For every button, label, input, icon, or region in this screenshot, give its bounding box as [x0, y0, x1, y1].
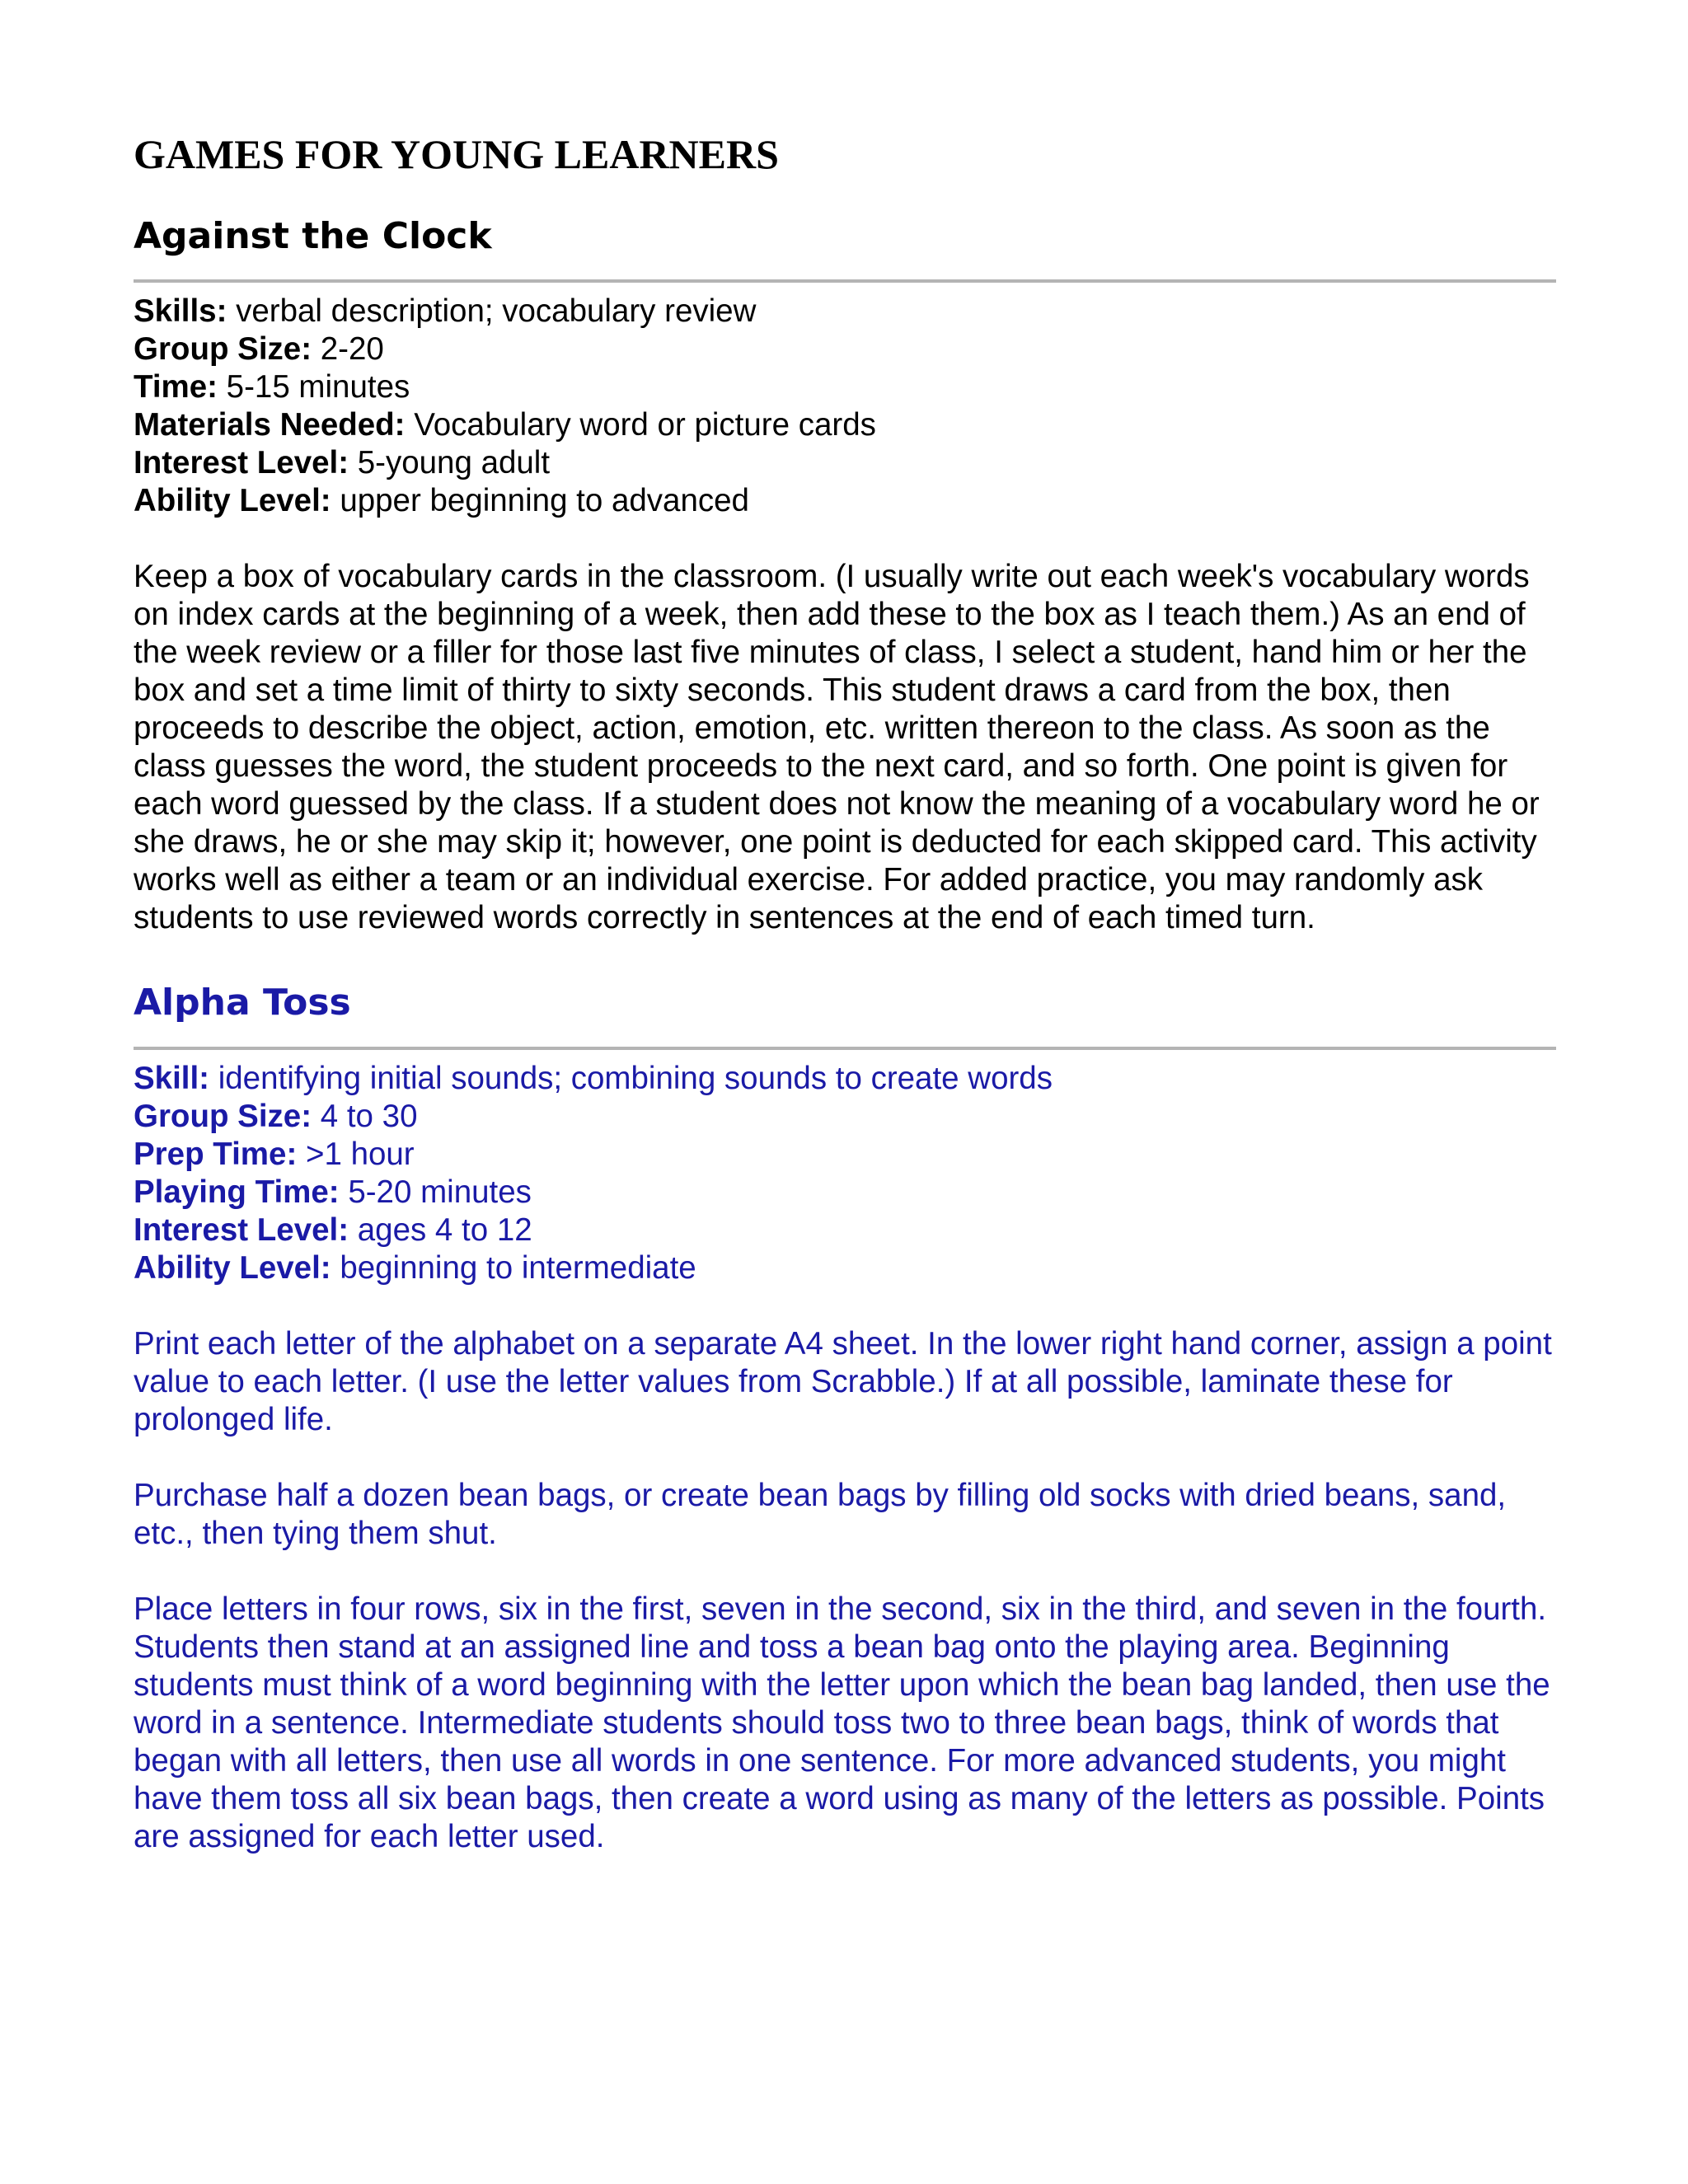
detail-label: Skills:: [134, 293, 227, 330]
detail-skill: [134, 1060, 1556, 1098]
game-description-paragraph: Place letters in four rows, six in the first, seven in the second, six in the third, and seven in the fourth. Students then stand at an assigned line and toss a bean bag onto the playing area. Beginning students must think of a word beginning with the letter upon which the bean bag landed, then use the word in a sentence. Intermediate students should toss two to three bean bags, think of words that began with all letters, then use all words in one sentence. For more advanced students, you might have them toss all six bean bags, then create a word using as many of the letters as possible. Points are assigned for each letter used.: [134, 1591, 1550, 1854]
detail-prep-time: [134, 1136, 1556, 1174]
detail-value: verbal description; vocabulary review: [227, 293, 757, 330]
detail-time: [134, 368, 1556, 406]
detail-label: Interest Level:: [134, 1212, 349, 1248]
detail-label: Group Size:: [134, 331, 312, 368]
section-divider: [134, 279, 1556, 283]
game-heading: Against the Clock: [134, 215, 492, 257]
detail-label: Group Size:: [134, 1098, 312, 1134]
game-details: [134, 293, 1556, 520]
detail-label: Skill:: [134, 1060, 210, 1096]
detail-label: Playing Time:: [134, 1174, 340, 1210]
detail-value: upper beginning to advanced: [331, 483, 749, 519]
detail-skills: [134, 293, 1556, 330]
detail-playing-time: [134, 1174, 1556, 1212]
detail-label: Ability Level:: [134, 1249, 331, 1286]
detail-group-size: [134, 1098, 1556, 1136]
section-divider: [134, 1047, 1556, 1050]
game-section-alpha-toss: [134, 983, 1556, 1855]
detail-label: Prep Time:: [134, 1136, 298, 1172]
detail-value: 4 to 30: [312, 1098, 418, 1134]
detail-interest-level: [134, 1212, 1556, 1249]
detail-value: ages 4 to 12: [349, 1212, 532, 1248]
detail-value: beginning to intermediate: [331, 1249, 696, 1286]
detail-value: identifying initial sounds; combining sounds to create words: [209, 1060, 1053, 1096]
detail-value: 5-young adult: [349, 445, 551, 481]
game-description-paragraph: Print each letter of the alphabet on a separate A4 sheet. In the lower right hand corner, assign a point value to each letter. (I use the letter values from Scrabble.) If at all possible, laminate these for prolonged life.: [134, 1325, 1552, 1437]
game-details: [134, 1060, 1556, 1287]
detail-label: Interest Level:: [134, 445, 349, 481]
document-page: [134, 132, 1556, 1856]
game-description-paragraph: Keep a box of vocabulary cards in the classroom. (I usually write out each week's vocabulary words on index cards at the beginning of a week, then add these to the box as I teach them.) As an end of the week review or a filler for those last five minutes of class, I select a student, hand him or her the box and set a time limit of thirty to sixty seconds. This student draws a card from the box, then proceeds to describe the object, action, emotion, etc. written thereon to the class. As soon as the class guesses the word, the student proceeds to the next card, and so forth. One point is given for each word guessed by the class. If a student does not know the meaning of a vocabulary word he or she draws, he or she may skip it; however, one point is deducted for each skipped card. This activity works well as either a team or an individual exercise. For added practice, you may randomly ask students to use reviewed words correctly in sentences at the end of each timed turn.: [134, 559, 1540, 936]
detail-value: >1 hour: [297, 1136, 415, 1172]
detail-value: 5-15 minutes: [217, 369, 410, 405]
detail-value: 5-20 minutes: [339, 1174, 532, 1210]
game-description-paragraph: Purchase half a dozen bean bags, or create bean bags by filling old socks with dried beans, sand, etc., then tying them shut.: [134, 1477, 1507, 1551]
game-section-against-the-clock: [134, 217, 1556, 937]
detail-label: Ability Level:: [134, 483, 331, 519]
detail-value: Vocabulary word or picture cards: [405, 407, 876, 443]
game-heading: Alpha Toss: [134, 982, 351, 1024]
detail-ability-level: [134, 482, 1556, 520]
detail-group-size: [134, 330, 1556, 368]
detail-ability-level: [134, 1249, 1556, 1287]
document-title: GAMES FOR YOUNG LEARNERS: [134, 131, 779, 177]
detail-label: Materials Needed:: [134, 407, 406, 443]
detail-interest-level: [134, 444, 1556, 482]
detail-materials: [134, 406, 1556, 444]
detail-label: Time:: [134, 369, 218, 405]
detail-value: 2-20: [312, 331, 384, 368]
